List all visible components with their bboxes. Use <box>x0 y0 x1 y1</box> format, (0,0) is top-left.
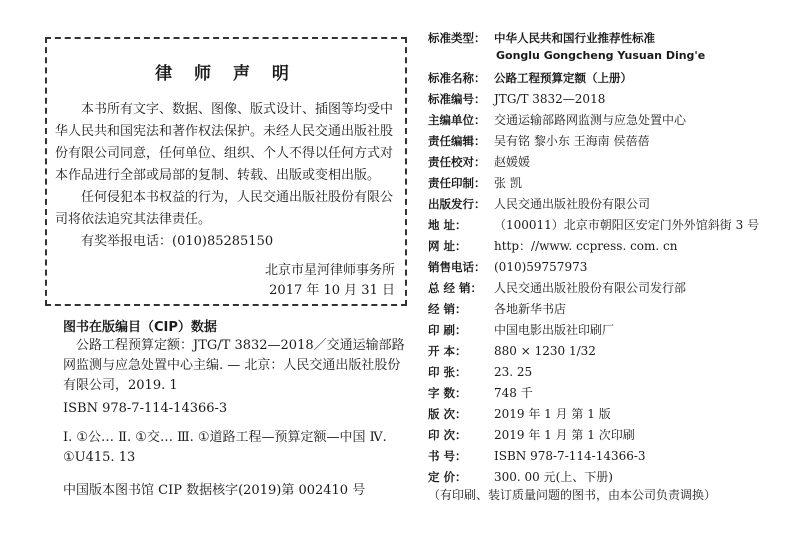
info-value <box>494 406 788 423</box>
info-value <box>494 427 788 444</box>
info-value-text: 748 千 <box>494 386 533 400</box>
notice-paragraph: 本书所有文字、数据、图像、版式设计、插图等均受中华人民共和国宪法和著作权法保护。未经人民交通出版社股份有限公司同意，任何单位、组织、个人不得以任何方式对本作品进行全部或局部的复制、转载、出版或变相出版。 <box>55 102 394 183</box>
info-label: 定 价： <box>428 470 467 484</box>
notice-signature-block <box>265 261 395 301</box>
info-label: 标准编号： <box>428 92 486 106</box>
info-row <box>428 280 788 301</box>
info-value-text: 公路工程预算定额（上册） <box>494 71 632 85</box>
info-label: 总 经 销： <box>428 281 483 295</box>
info-label: 印 张： <box>428 365 467 379</box>
publication-info-table <box>428 30 788 490</box>
info-value-text: 张 凯 <box>494 176 522 190</box>
info-value <box>494 238 788 255</box>
info-row <box>428 196 788 217</box>
info-row <box>428 238 788 259</box>
cip-description: 公路工程预算定额：JTG/T 3832—2018／交通运输部路网监测与应急处置中心主编. — 北京：人民交通出版社股份有限公司，2019. 1 <box>63 338 405 393</box>
info-row <box>428 259 788 280</box>
info-value <box>494 469 788 486</box>
cip-approval-number: 中国版本图书馆 CIP 数据核字(2019)第 002410 号 <box>63 483 366 498</box>
info-value-text: 各地新华书店 <box>494 302 567 316</box>
quality-footnote: （有印刷、装订质量问题的图书，由本公司负责调换） <box>428 488 717 502</box>
info-row <box>428 70 788 91</box>
info-subtitle: Gonglu Gongcheng Yusuan Ding'e <box>496 49 706 62</box>
info-value <box>494 70 788 87</box>
info-value <box>494 259 788 276</box>
info-label: 开 本： <box>428 344 467 358</box>
info-value-text: 人民交通出版社股份有限公司发行部 <box>494 281 687 295</box>
info-label: 责任印制： <box>428 176 486 190</box>
info-value-text: 中国电影出版社印刷厂 <box>494 323 615 337</box>
info-value <box>494 133 788 150</box>
cip-classification: Ⅰ. ①公… Ⅱ. ①交… Ⅲ. ①道路工程—预算定额—中国 Ⅳ. ①U415. 13 <box>63 430 387 465</box>
info-label: 书 号： <box>428 449 467 463</box>
info-value-text: 赵媛媛 <box>494 155 531 169</box>
info-row <box>428 175 788 196</box>
info-row <box>428 385 788 406</box>
info-label: 字 数： <box>428 386 467 400</box>
info-row <box>428 322 788 343</box>
info-label: 出版发行： <box>428 197 486 211</box>
lawyer-notice-box <box>45 37 407 306</box>
info-value <box>494 112 788 129</box>
info-label: 销售电话： <box>428 260 486 274</box>
info-value-text: 880 × 1230 1/32 <box>494 344 596 358</box>
info-value-text: JTG/T 3832—2018 <box>494 92 606 106</box>
info-row <box>428 427 788 448</box>
info-value <box>494 217 788 234</box>
notice-signature: 北京市星河律师事务所 <box>264 263 395 278</box>
info-value-text: 300. 00 元(上、下册) <box>494 470 613 484</box>
info-row <box>428 364 788 385</box>
notice-body <box>55 99 397 253</box>
notice-title: 律 师 声 明 <box>155 64 297 84</box>
info-value-text: 中华人民共和国行业推荐性标准 <box>494 31 655 45</box>
info-value <box>494 175 788 192</box>
info-value-text: ISBN 978-7-114-14366-3 <box>494 449 646 463</box>
info-value-text: http：//www. ccpress. com. cn <box>494 239 678 253</box>
info-row <box>428 91 788 112</box>
right-column <box>420 0 790 549</box>
info-row <box>428 301 788 322</box>
cip-heading: 图书在版编目（CIP）数据 <box>63 320 217 335</box>
info-label: 标准类型： <box>428 31 486 45</box>
info-value <box>494 322 788 339</box>
info-value-text: 人民交通出版社股份有限公司 <box>494 197 651 211</box>
info-row <box>428 217 788 238</box>
info-value <box>494 364 788 381</box>
info-value <box>494 30 788 64</box>
info-row <box>428 154 788 175</box>
info-label: 地 址： <box>428 218 467 232</box>
info-label: 标准名称： <box>428 71 486 85</box>
info-label: 印 刷： <box>428 323 467 337</box>
info-label: 经 销： <box>428 302 467 316</box>
notice-paragraph: 任何侵犯本书权益的行为，人民交通出版社股份有限公司将依法追究其法律责任。 <box>55 190 394 227</box>
notice-hotline: 有奖举报电话：(010)85285150 <box>81 234 274 249</box>
info-value <box>494 448 788 465</box>
info-row <box>428 448 788 469</box>
info-label: 版 次： <box>428 407 467 421</box>
info-value-text: 23. 25 <box>494 365 533 379</box>
info-row <box>428 30 788 70</box>
info-value-text: (010)59757973 <box>494 260 588 274</box>
info-value-text: 2019 年 1 月 第 1 次印刷 <box>494 428 635 442</box>
info-label: 网 址： <box>428 239 467 253</box>
info-label: 主编单位： <box>428 113 486 127</box>
info-value-text: 吴有铭 黎小东 王海南 侯蓓蓓 <box>494 134 650 148</box>
info-value <box>494 301 788 318</box>
cip-isbn: ISBN 978-7-114-14366-3 <box>63 401 228 416</box>
info-value <box>494 196 788 213</box>
info-value <box>494 385 788 402</box>
info-value <box>494 154 788 171</box>
info-label: 责任校对： <box>428 155 486 169</box>
info-value-text: （100011）北京市朝阳区安定门外外馆斜街 3 号 <box>494 218 760 232</box>
info-value <box>494 343 788 360</box>
info-label: 印 次： <box>428 428 467 442</box>
info-row <box>428 343 788 364</box>
notice-date: 2017 年 10 月 31 日 <box>269 283 395 298</box>
info-value <box>494 91 788 108</box>
info-row <box>428 133 788 154</box>
info-row <box>428 112 788 133</box>
info-row <box>428 406 788 427</box>
info-value-text: 2019 年 1 月 第 1 版 <box>494 407 611 421</box>
info-value <box>494 280 788 297</box>
info-value-text: 交通运输部路网监测与应急处置中心 <box>494 113 687 127</box>
info-label: 责任编辑： <box>428 134 486 148</box>
